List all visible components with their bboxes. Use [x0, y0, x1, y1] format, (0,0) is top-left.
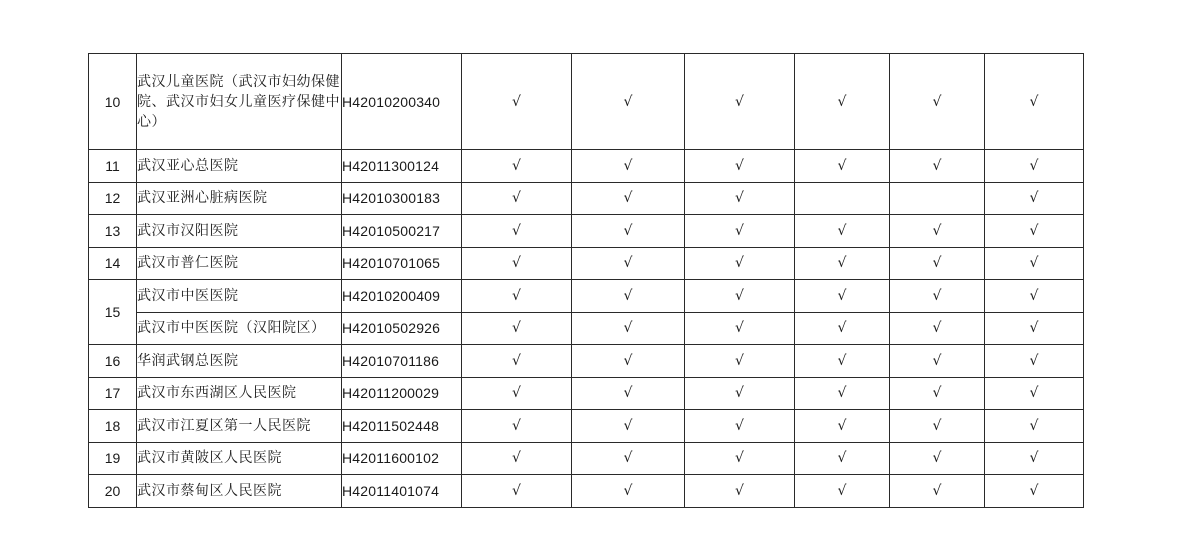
check-mark: √	[890, 345, 985, 378]
check-mark: √	[985, 280, 1084, 313]
check-mark: √	[985, 215, 1084, 248]
check-mark: √	[572, 247, 685, 280]
check-mark: √	[795, 442, 890, 475]
check-mark: √	[462, 215, 572, 248]
row-number: 18	[89, 410, 137, 443]
check-mark: √	[685, 442, 795, 475]
hospital-code: H42011600102	[342, 442, 462, 475]
check-mark: √	[795, 280, 890, 313]
table-row	[89, 215, 1084, 248]
check-mark: √	[985, 247, 1084, 280]
check-mark: √	[462, 280, 572, 313]
check-mark: √	[685, 150, 795, 183]
check-mark: √	[685, 54, 795, 150]
check-mark: √	[890, 54, 985, 150]
check-mark: √	[890, 312, 985, 345]
hospital-name: 武汉市汉阳医院	[137, 215, 342, 248]
row-number: 14	[89, 247, 137, 280]
hospital-name: 武汉亚心总医院	[137, 150, 342, 183]
check-mark: √	[572, 280, 685, 313]
check-mark: √	[572, 377, 685, 410]
check-mark: √	[572, 150, 685, 183]
check-mark: √	[572, 410, 685, 443]
check-mark: √	[795, 475, 890, 508]
table-row	[89, 312, 1084, 345]
check-mark: √	[795, 247, 890, 280]
row-number: 11	[89, 150, 137, 183]
row-number: 15	[89, 280, 137, 345]
check-mark: √	[985, 410, 1084, 443]
hospital-code: H42011401074	[342, 475, 462, 508]
check-mark: √	[572, 345, 685, 378]
check-mark: √	[572, 475, 685, 508]
hospital-code: H42010500217	[342, 215, 462, 248]
check-mark: √	[462, 54, 572, 150]
table-row	[89, 150, 1084, 183]
check-mark: √	[685, 182, 795, 215]
hospital-code: H42010200409	[342, 280, 462, 313]
check-mark: √	[985, 345, 1084, 378]
check-mark: √	[572, 54, 685, 150]
hospital-code: H42010200340	[342, 54, 462, 150]
hospital-name: 武汉市江夏区第一人民医院	[137, 410, 342, 443]
check-mark: √	[795, 345, 890, 378]
row-number: 12	[89, 182, 137, 215]
check-mark: √	[685, 345, 795, 378]
row-number: 19	[89, 442, 137, 475]
check-mark: √	[890, 215, 985, 248]
hospital-code: H42010701065	[342, 247, 462, 280]
check-mark: √	[462, 150, 572, 183]
check-mark: √	[985, 54, 1084, 150]
hospital-name: 武汉儿童医院（武汉市妇幼保健院、武汉市妇女儿童医疗保健中心）	[137, 54, 342, 150]
check-mark: √	[795, 312, 890, 345]
check-mark: √	[795, 150, 890, 183]
check-mark: √	[890, 442, 985, 475]
check-mark: √	[572, 182, 685, 215]
check-mark: √	[462, 345, 572, 378]
table-row	[89, 345, 1084, 378]
hospital-code: H42010502926	[342, 312, 462, 345]
hospital-table	[88, 53, 1084, 508]
check-mark	[795, 182, 890, 215]
check-mark: √	[985, 312, 1084, 345]
hospital-name: 武汉亚洲心脏病医院	[137, 182, 342, 215]
hospital-name: 武汉市中医医院（汉阳院区）	[137, 312, 342, 345]
table-row	[89, 475, 1084, 508]
check-mark: √	[795, 377, 890, 410]
check-mark: √	[795, 215, 890, 248]
check-mark: √	[795, 410, 890, 443]
table-row	[89, 442, 1084, 475]
row-number: 10	[89, 54, 137, 150]
table-row	[89, 182, 1084, 215]
check-mark: √	[985, 150, 1084, 183]
check-mark: √	[685, 410, 795, 443]
check-mark: √	[985, 442, 1084, 475]
check-mark: √	[462, 377, 572, 410]
check-mark	[890, 182, 985, 215]
check-mark: √	[462, 182, 572, 215]
check-mark: √	[985, 377, 1084, 410]
check-mark: √	[685, 280, 795, 313]
table-row	[89, 54, 1084, 150]
check-mark: √	[890, 377, 985, 410]
hospital-name: 武汉市蔡甸区人民医院	[137, 475, 342, 508]
hospital-code: H42011502448	[342, 410, 462, 443]
check-mark: √	[462, 475, 572, 508]
table-row	[89, 280, 1084, 313]
table-row	[89, 247, 1084, 280]
check-mark: √	[572, 215, 685, 248]
check-mark: √	[462, 247, 572, 280]
check-mark: √	[985, 182, 1084, 215]
hospital-code: H42011300124	[342, 150, 462, 183]
check-mark: √	[462, 410, 572, 443]
hospital-name: 武汉市中医医院	[137, 280, 342, 313]
check-mark: √	[462, 442, 572, 475]
check-mark: √	[890, 150, 985, 183]
table-row	[89, 377, 1084, 410]
check-mark: √	[572, 312, 685, 345]
check-mark: √	[890, 247, 985, 280]
check-mark: √	[685, 312, 795, 345]
check-mark: √	[890, 410, 985, 443]
row-number: 16	[89, 345, 137, 378]
check-mark: √	[890, 475, 985, 508]
hospital-code: H42010300183	[342, 182, 462, 215]
check-mark: √	[685, 215, 795, 248]
check-mark: √	[795, 54, 890, 150]
hospital-code: H42011200029	[342, 377, 462, 410]
hospital-code: H42010701186	[342, 345, 462, 378]
check-mark: √	[685, 475, 795, 508]
check-mark: √	[985, 475, 1084, 508]
hospital-name: 武汉市黄陂区人民医院	[137, 442, 342, 475]
hospital-name: 华润武钢总医院	[137, 345, 342, 378]
row-number: 13	[89, 215, 137, 248]
check-mark: √	[572, 442, 685, 475]
check-mark: √	[890, 280, 985, 313]
hospital-name: 武汉市东西湖区人民医院	[137, 377, 342, 410]
hospital-name: 武汉市普仁医院	[137, 247, 342, 280]
table-body	[89, 54, 1084, 508]
check-mark: √	[685, 377, 795, 410]
check-mark: √	[685, 247, 795, 280]
check-mark: √	[462, 312, 572, 345]
table-row	[89, 410, 1084, 443]
row-number: 20	[89, 475, 137, 508]
row-number: 17	[89, 377, 137, 410]
